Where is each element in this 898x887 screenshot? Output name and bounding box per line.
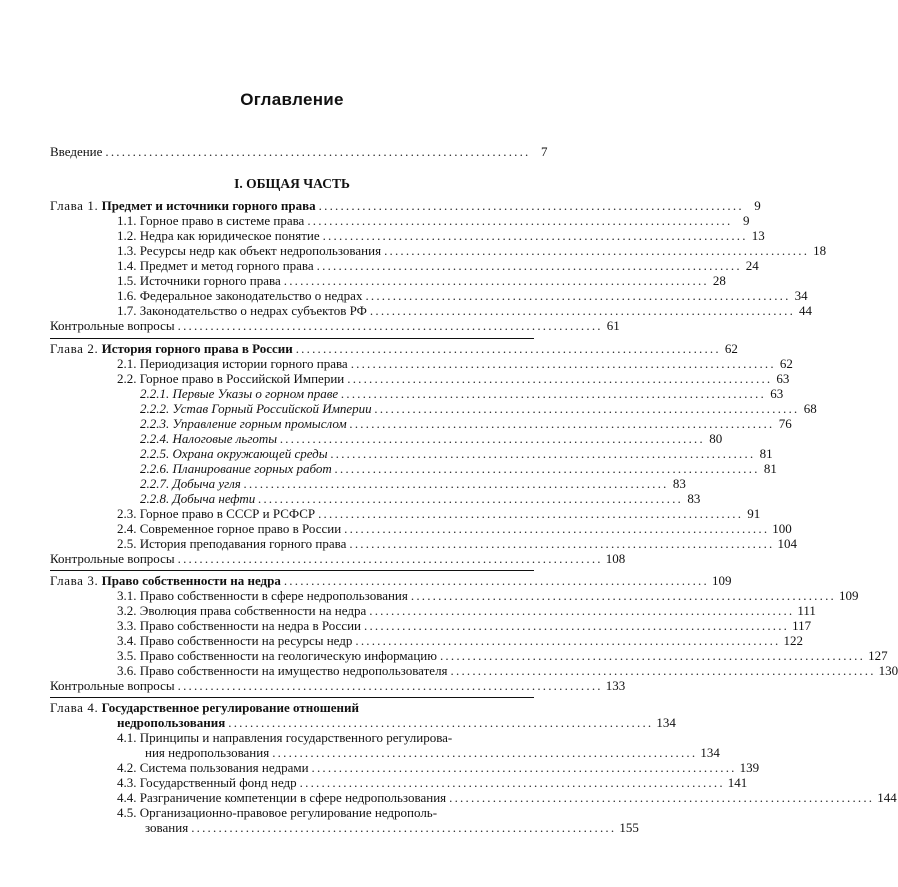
toc-page-number: 122 [783, 633, 803, 648]
chapter-prefix: Глава 4. [50, 700, 99, 715]
toc-review-questions[interactable]: Контрольные вопросы .............................................................................. 133 [50, 678, 626, 693]
toc-page-number: 100 [772, 521, 792, 536]
toc-page-number: 83 [687, 491, 701, 506]
toc-section-label: ния недропользования [145, 745, 270, 760]
toc-subsection[interactable]: 2.2.5. Охрана окружающей среды .............................................................................. 81 [140, 446, 773, 461]
toc-section[interactable]: 3.5. Право собственности на геологическую информацию .............................................................................. 127 [117, 648, 888, 663]
toc-page-number: 7 [541, 144, 548, 159]
toc-section-label: 1.4. Предмет и метод горного права [117, 258, 314, 273]
toc-page-number: 18 [813, 243, 827, 258]
toc-page-number: 144 [877, 790, 897, 805]
toc-page-number: 76 [778, 416, 792, 431]
toc-page-number: 81 [763, 461, 777, 476]
toc-page-number: 111 [797, 603, 816, 618]
toc-section[interactable]: ния недропользования .............................................................................. 134 [145, 745, 720, 760]
toc-page-number: 62 [779, 356, 793, 371]
chapter-title: История горного права в России [101, 341, 293, 356]
toc-section[interactable]: 4.2. Система пользования недрами .............................................................................. 139 [117, 760, 760, 775]
toc-subsection-label: 2.2.2. Устав Горный Российской Империи [140, 401, 372, 416]
toc-review-questions[interactable]: Контрольные вопросы .............................................................................. 108 [50, 551, 626, 566]
toc-chapter-2[interactable]: Глава 2. История горного права в России .............................................................................. 62 [50, 341, 738, 356]
toc-page-number: 81 [759, 446, 773, 461]
toc-page-number: 109 [711, 573, 732, 588]
toc-subsection-label: 2.2.6. Планирование горных работ [140, 461, 332, 476]
toc-section-label: 3.1. Право собственности в сфере недропользования [117, 588, 408, 603]
toc-section[interactable]: 4.3. Государственный фонд недр .............................................................................. 141 [117, 775, 748, 790]
toc-section-label: 2.4. Современное горное право в России [117, 521, 342, 536]
toc-page-number: 141 [727, 775, 748, 790]
section-divider [50, 338, 534, 339]
toc-section-label: 3.2. Эволюция права собственности на недра [117, 603, 367, 618]
toc-subsection-label: 2.2.4. Налоговые льготы [140, 431, 278, 446]
toc-section-label: 3.6. Право собственности на имущество недропользователя [117, 663, 448, 678]
section-divider [50, 697, 534, 698]
toc-subsection[interactable]: 2.2.2. Устав Горный Российской Империи .............................................................................. 68 [140, 401, 817, 416]
toc-page-number: 104 [777, 536, 797, 551]
toc-page-number: 108 [605, 551, 626, 566]
toc-review-questions[interactable]: Контрольные вопросы .............................................................................. 61 [50, 318, 620, 333]
toc-section[interactable]: 3.4. Право собственности на ресурсы недр .............................................................................. 122 [117, 633, 803, 648]
toc-section-label: 2.5. История преподавания горного права [117, 536, 347, 551]
chapter-prefix: Глава 1. [50, 198, 99, 213]
toc-section[interactable]: 3.2. Эволюция права собственности на недра .............................................................................. 111 [117, 603, 816, 618]
toc-subsection-label: 2.2.7. Добыча угля [140, 476, 241, 491]
chapter-title: Предмет и источники горного права [101, 198, 316, 213]
toc-page-number: 91 [747, 506, 761, 521]
toc-page-number: 134 [656, 715, 676, 730]
toc-section[interactable]: 2.2. Горное право в Российской Империи .............................................................................. 63 [117, 371, 790, 386]
toc-section[interactable]: 3.3. Право собственности на недра в России .............................................................................. 117 [117, 618, 812, 633]
toc-page-number: 139 [739, 760, 760, 775]
toc-chapter-3[interactable]: Глава 3. Право собственности на недра .............................................................................. 109 [50, 573, 732, 588]
toc-section[interactable]: 3.6. Право собственности на имущество недропользователя .............................................................................. 130 [117, 663, 898, 678]
toc-section-label: 3.4. Право собственности на ресурсы недр [117, 633, 353, 648]
toc-page-number: 63 [770, 386, 784, 401]
toc-page-number: 9 [754, 198, 761, 213]
toc-section[interactable]: 1.7. Законодательство о недрах субъектов РФ .............................................................................. 44 [117, 303, 813, 318]
toc-chapter-4[interactable]: недропользования .............................................................................. 134 [117, 715, 676, 730]
toc-page-number: 28 [712, 273, 726, 288]
toc-page-number: 68 [803, 401, 817, 416]
toc-subsection-label: 2.2.5. Охрана окружающей среды [140, 446, 328, 461]
toc-section-label: 2.3. Горное право в СССР и РСФСР [117, 506, 316, 521]
toc-chapter-4-heading[interactable] [50, 701, 359, 715]
toc-section-label: 2.1. Периодизация истории горного права [117, 356, 348, 371]
toc-chapter-1[interactable]: Глава 1. Предмет и источники горного права .............................................................................. 9 [50, 198, 761, 213]
toc-entry-intro[interactable]: Введение .............................................................................. 7 [50, 144, 548, 159]
toc-page-number: 134 [700, 745, 720, 760]
toc-subsection[interactable]: 2.2.3. Управление горным промыслом .............................................................................. 76 [140, 416, 792, 431]
toc-section[interactable]: 1.4. Предмет и метод горного права .............................................................................. 24 [117, 258, 759, 273]
toc-page-number: 62 [724, 341, 738, 356]
toc-section[interactable]: 2.4. Современное горное право в России .............................................................................. 100 [117, 521, 792, 536]
toc-page-number: 24 [745, 258, 759, 273]
toc-section-label: 1.5. Источники горного права [117, 273, 281, 288]
toc-section-heading[interactable]: 4.5. Организационно-правовое регулирование недрополь- [117, 805, 438, 820]
toc-section-label: 3.3. Право собственности на недра в России [117, 618, 362, 633]
toc-subsection[interactable]: 2.2.8. Добыча нефти .............................................................................. 83 [140, 491, 701, 506]
toc-entry-label: Контрольные вопросы [50, 551, 175, 566]
toc-subsection-label: 2.2.3. Управление горным промыслом [140, 416, 347, 431]
toc-section-label: 1.7. Законодательство о недрах субъектов РФ [117, 303, 367, 318]
chapter-prefix: Глава 3. [50, 573, 99, 588]
toc-section[interactable]: 1.6. Федеральное законодательство о недрах .............................................................................. 34 [117, 288, 808, 303]
toc-page-number: 80 [709, 431, 723, 446]
section-divider [50, 570, 534, 571]
toc-section-label: 1.3. Ресурсы недр как объект недропользования [117, 243, 382, 258]
toc-page-number: 155 [619, 820, 639, 835]
toc-entry-label: Контрольные вопросы [50, 318, 175, 333]
toc-section[interactable]: 4.4. Разграничение компетенции в сфере недропользования .............................................................................. 144 [117, 790, 897, 805]
toc-subsection-label: 2.2.8. Добыча нефти [140, 491, 256, 506]
toc-section-label: 1.6. Федеральное законодательство о недрах [117, 288, 363, 303]
toc-section-heading[interactable]: 4.1. Принципы и направления государственного регулирова- [117, 730, 453, 745]
toc-page-number: 13 [751, 228, 765, 243]
toc-subsection[interactable]: 2.2.6. Планирование горных работ .............................................................................. 81 [140, 461, 777, 476]
toc-section-label: 4.2. Система пользования недрами [117, 760, 309, 775]
chapter-prefix: Глава 2. [50, 341, 99, 356]
toc-section[interactable]: 1.2. Недра как юридическое понятие .............................................................................. 13 [117, 228, 765, 243]
toc-subsection[interactable]: 2.2.7. Добыча угля .............................................................................. 83 [140, 476, 686, 491]
toc-page-number: 117 [792, 618, 812, 633]
toc-section-label: 4.3. Государственный фонд недр [117, 775, 297, 790]
toc-subsection[interactable]: 2.2.4. Налоговые льготы .............................................................................. 80 [140, 431, 723, 446]
toc-page-number: 109 [838, 588, 859, 603]
toc-page-number: 127 [868, 648, 888, 663]
chapter-title-continuation: недропользования [117, 715, 226, 730]
toc-section-label: 2.2. Горное право в Российской Империи [117, 371, 345, 386]
toc-section[interactable]: 1.3. Ресурсы недр как объект недропользования .............................................................................. 18 [117, 243, 827, 258]
part-heading: I. ОБЩАЯ ЧАСТЬ [234, 176, 350, 191]
toc-section-label: 1.2. Недра как юридическое понятие [117, 228, 320, 243]
toc-section-label: 4.4. Разграничение компетенции в сфере недропользования [117, 790, 447, 805]
toc-page-number: 34 [794, 288, 808, 303]
toc-section[interactable]: 2.1. Периодизация истории горного права .............................................................................. 62 [117, 356, 793, 371]
toc-page-number: 83 [672, 476, 686, 491]
toc-section-label: зования [145, 820, 189, 835]
toc-section[interactable]: зования .............................................................................. 155 [145, 820, 639, 835]
toc-section[interactable]: 1.5. Источники горного права .............................................................................. 28 [117, 273, 726, 288]
toc-page-number: 61 [606, 318, 620, 333]
toc-section-label: 3.5. Право собственности на геологическую информацию [117, 648, 437, 663]
toc-section[interactable]: 1.1. Горное право в системе права .............................................................................. 9 [117, 213, 750, 228]
toc-section-label: 1.1. Горное право в системе права [117, 213, 305, 228]
toc-page-number: 9 [742, 213, 750, 228]
toc-page-number: 130 [878, 663, 898, 678]
toc-section[interactable]: 3.1. Право собственности в сфере недропользования .............................................................................. 109 [117, 588, 859, 603]
toc-page-number: 44 [799, 303, 813, 318]
chapter-title: Государственное регулирование отношений [101, 700, 359, 715]
page-title: Оглавление [240, 90, 344, 109]
toc-entry-label: Введение [50, 144, 103, 159]
toc-page-number: 133 [605, 678, 626, 693]
toc-section[interactable]: 2.5. История преподавания горного права .............................................................................. 104 [117, 536, 797, 551]
toc-section[interactable]: 2.3. Горное право в СССР и РСФСР .............................................................................. 91 [117, 506, 761, 521]
toc-entry-label: Контрольные вопросы [50, 678, 175, 693]
chapter-title: Право собственности на недра [101, 573, 281, 588]
toc-subsection-label: 2.2.1. Первые Указы о горном праве [140, 386, 339, 401]
toc-page-number: 63 [776, 371, 790, 386]
toc-subsection[interactable]: 2.2.1. Первые Указы о горном праве .............................................................................. 63 [140, 386, 784, 401]
